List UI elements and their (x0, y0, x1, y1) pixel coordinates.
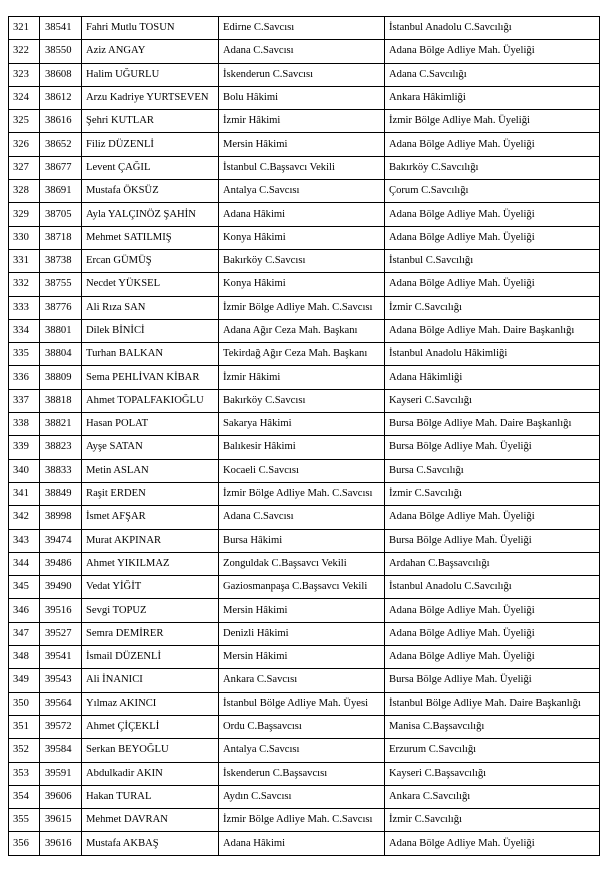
row-number-cell: 346 (9, 599, 40, 622)
table-row (9, 273, 600, 296)
person-name-cell: Ercan GÜMÜŞ (82, 249, 219, 272)
row-number-cell: 345 (9, 576, 40, 599)
table-row (9, 482, 600, 505)
new-appointment-cell: Adana C.Savcılığı (385, 63, 600, 86)
registry-number-cell: 39572 (40, 715, 82, 738)
registry-number-cell: 39564 (40, 692, 82, 715)
table-row (9, 86, 600, 109)
person-name-cell: Sema PEHLİVAN KİBAR (82, 366, 219, 389)
row-number-cell: 337 (9, 389, 40, 412)
person-name-cell: Serkan BEYOĞLU (82, 739, 219, 762)
current-position-cell: İstanbul C.Başsavcı Vekili (219, 156, 385, 179)
table-row (9, 552, 600, 575)
person-name-cell: Şehri KUTLAR (82, 110, 219, 133)
new-appointment-cell: Bakırköy C.Savcılığı (385, 156, 600, 179)
registry-number-cell: 39490 (40, 576, 82, 599)
current-position-cell: Sakarya Hâkimi (219, 413, 385, 436)
table-row (9, 622, 600, 645)
row-number-cell: 349 (9, 669, 40, 692)
row-number-cell: 338 (9, 413, 40, 436)
row-number-cell: 344 (9, 552, 40, 575)
new-appointment-cell: Adana Bölge Adliye Mah. Üyeliği (385, 203, 600, 226)
new-appointment-cell: Ardahan C.Başsavcılığı (385, 552, 600, 575)
table-row (9, 226, 600, 249)
current-position-cell: İzmir Hâkimi (219, 110, 385, 133)
person-name-cell: Mustafa ÖKSÜZ (82, 180, 219, 203)
current-position-cell: Adana Ağır Ceza Mah. Başkanı (219, 319, 385, 342)
table-row (9, 669, 600, 692)
person-name-cell: Turhan BALKAN (82, 343, 219, 366)
new-appointment-cell: Erzurum C.Savcılığı (385, 739, 600, 762)
row-number-cell: 354 (9, 785, 40, 808)
registry-number-cell: 38738 (40, 249, 82, 272)
current-position-cell: Tekirdağ Ağır Ceza Mah. Başkanı (219, 343, 385, 366)
registry-number-cell: 39616 (40, 832, 82, 855)
table-row (9, 319, 600, 342)
current-position-cell: Antalya C.Savcısı (219, 180, 385, 203)
registry-number-cell: 38608 (40, 63, 82, 86)
table-row (9, 389, 600, 412)
table-row (9, 296, 600, 319)
row-number-cell: 326 (9, 133, 40, 156)
registry-number-cell: 38776 (40, 296, 82, 319)
current-position-cell: Ordu C.Başsavcısı (219, 715, 385, 738)
person-name-cell: Ali Rıza SAN (82, 296, 219, 319)
current-position-cell: Mersin Hâkimi (219, 599, 385, 622)
new-appointment-cell: Adana Bölge Adliye Mah. Üyeliği (385, 40, 600, 63)
appointment-table-body (9, 17, 600, 856)
current-position-cell: Bursa Hâkimi (219, 529, 385, 552)
row-number-cell: 352 (9, 739, 40, 762)
new-appointment-cell: İzmir C.Savcılığı (385, 296, 600, 319)
row-number-cell: 332 (9, 273, 40, 296)
table-row (9, 762, 600, 785)
registry-number-cell: 38823 (40, 436, 82, 459)
new-appointment-cell: İstanbul C.Savcılığı (385, 249, 600, 272)
registry-number-cell: 39541 (40, 646, 82, 669)
new-appointment-cell: Bursa Bölge Adliye Mah. Üyeliği (385, 529, 600, 552)
registry-number-cell: 39527 (40, 622, 82, 645)
person-name-cell: Mehmet DAVRAN (82, 809, 219, 832)
table-row (9, 809, 600, 832)
registry-number-cell: 38705 (40, 203, 82, 226)
row-number-cell: 343 (9, 529, 40, 552)
registry-number-cell: 39584 (40, 739, 82, 762)
row-number-cell: 347 (9, 622, 40, 645)
person-name-cell: İsmail DÜZENLİ (82, 646, 219, 669)
new-appointment-cell: İzmir C.Savcılığı (385, 809, 600, 832)
row-number-cell: 353 (9, 762, 40, 785)
registry-number-cell: 38541 (40, 17, 82, 40)
registry-number-cell: 38821 (40, 413, 82, 436)
new-appointment-cell: Çorum C.Savcılığı (385, 180, 600, 203)
table-row (9, 110, 600, 133)
table-row (9, 203, 600, 226)
registry-number-cell: 38801 (40, 319, 82, 342)
current-position-cell: İskenderun C.Savcısı (219, 63, 385, 86)
person-name-cell: Filiz DÜZENLİ (82, 133, 219, 156)
new-appointment-cell: Manisa C.Başsavcılığı (385, 715, 600, 738)
registry-number-cell: 38652 (40, 133, 82, 156)
new-appointment-cell: Adana Bölge Adliye Mah. Daire Başkanlığı (385, 319, 600, 342)
table-row (9, 739, 600, 762)
registry-number-cell: 38849 (40, 482, 82, 505)
person-name-cell: Levent ÇAĞIL (82, 156, 219, 179)
table-row (9, 343, 600, 366)
registry-number-cell: 38616 (40, 110, 82, 133)
row-number-cell: 329 (9, 203, 40, 226)
new-appointment-cell: Kayseri C.Savcılığı (385, 389, 600, 412)
person-name-cell: Dilek BİNİCİ (82, 319, 219, 342)
person-name-cell: Vedat YİĞİT (82, 576, 219, 599)
table-row (9, 156, 600, 179)
current-position-cell: İzmir Bölge Adliye Mah. C.Savcısı (219, 809, 385, 832)
new-appointment-cell: Adana Bölge Adliye Mah. Üyeliği (385, 226, 600, 249)
new-appointment-cell: İzmir Bölge Adliye Mah. Üyeliği (385, 110, 600, 133)
registry-number-cell: 39615 (40, 809, 82, 832)
person-name-cell: Ahmet TOPALFAKIOĞLU (82, 389, 219, 412)
current-position-cell: Aydın C.Savcısı (219, 785, 385, 808)
current-position-cell: Adana C.Savcısı (219, 506, 385, 529)
new-appointment-cell: Adana Bölge Adliye Mah. Üyeliği (385, 646, 600, 669)
current-position-cell: Antalya C.Savcısı (219, 739, 385, 762)
registry-number-cell: 39486 (40, 552, 82, 575)
current-position-cell: Adana C.Savcısı (219, 40, 385, 63)
new-appointment-cell: Kayseri C.Başsavcılığı (385, 762, 600, 785)
person-name-cell: Ahmet ÇİÇEKLİ (82, 715, 219, 738)
row-number-cell: 323 (9, 63, 40, 86)
registry-number-cell: 38833 (40, 459, 82, 482)
person-name-cell: Necdet YÜKSEL (82, 273, 219, 296)
table-row (9, 599, 600, 622)
row-number-cell: 327 (9, 156, 40, 179)
new-appointment-cell: Bursa Bölge Adliye Mah. Üyeliği (385, 669, 600, 692)
table-row (9, 17, 600, 40)
person-name-cell: İsmet AFŞAR (82, 506, 219, 529)
person-name-cell: Semra DEMİRER (82, 622, 219, 645)
current-position-cell: Gaziosmanpaşa C.Başsavcı Vekili (219, 576, 385, 599)
row-number-cell: 348 (9, 646, 40, 669)
table-row (9, 413, 600, 436)
row-number-cell: 342 (9, 506, 40, 529)
row-number-cell: 335 (9, 343, 40, 366)
new-appointment-cell: İstanbul Anadolu C.Savcılığı (385, 17, 600, 40)
current-position-cell: Zonguldak C.Başsavcı Vekili (219, 552, 385, 575)
registry-number-cell: 39606 (40, 785, 82, 808)
current-position-cell: Ankara C.Savcısı (219, 669, 385, 692)
person-name-cell: Yılmaz AKINCI (82, 692, 219, 715)
person-name-cell: Metin ASLAN (82, 459, 219, 482)
registry-number-cell: 39474 (40, 529, 82, 552)
row-number-cell: 321 (9, 17, 40, 40)
current-position-cell: İskenderun C.Başsavcısı (219, 762, 385, 785)
new-appointment-cell: Bursa C.Savcılığı (385, 459, 600, 482)
row-number-cell: 322 (9, 40, 40, 63)
registry-number-cell: 39543 (40, 669, 82, 692)
table-row (9, 576, 600, 599)
current-position-cell: Bakırköy C.Savcısı (219, 249, 385, 272)
new-appointment-cell: Bursa Bölge Adliye Mah. Üyeliği (385, 436, 600, 459)
new-appointment-cell: İstanbul Bölge Adliye Mah. Daire Başkanlığı (385, 692, 600, 715)
person-name-cell: Sevgi TOPUZ (82, 599, 219, 622)
current-position-cell: Balıkesir Hâkimi (219, 436, 385, 459)
row-number-cell: 328 (9, 180, 40, 203)
person-name-cell: Ahmet YIKILMAZ (82, 552, 219, 575)
table-row (9, 180, 600, 203)
table-row (9, 832, 600, 855)
table-row (9, 459, 600, 482)
person-name-cell: Ayla YALÇINÖZ ŞAHİN (82, 203, 219, 226)
new-appointment-cell: İstanbul Anadolu C.Savcılığı (385, 576, 600, 599)
appointment-table (8, 16, 600, 856)
row-number-cell: 356 (9, 832, 40, 855)
person-name-cell: Aziz ANGAY (82, 40, 219, 63)
person-name-cell: Murat AKPINAR (82, 529, 219, 552)
new-appointment-cell: Adana Bölge Adliye Mah. Üyeliği (385, 506, 600, 529)
row-number-cell: 340 (9, 459, 40, 482)
new-appointment-cell: Adana Bölge Adliye Mah. Üyeliği (385, 832, 600, 855)
row-number-cell: 333 (9, 296, 40, 319)
table-row (9, 436, 600, 459)
current-position-cell: Bakırköy C.Savcısı (219, 389, 385, 412)
registry-number-cell: 38612 (40, 86, 82, 109)
current-position-cell: İzmir Bölge Adliye Mah. C.Savcısı (219, 296, 385, 319)
person-name-cell: Abdulkadir AKIN (82, 762, 219, 785)
new-appointment-cell: Bursa Bölge Adliye Mah. Daire Başkanlığı (385, 413, 600, 436)
current-position-cell: Kocaeli C.Savcısı (219, 459, 385, 482)
current-position-cell: İzmir Bölge Adliye Mah. C.Savcısı (219, 482, 385, 505)
person-name-cell: Ayşe SATAN (82, 436, 219, 459)
table-row (9, 646, 600, 669)
table-row (9, 715, 600, 738)
table-row (9, 63, 600, 86)
registry-number-cell: 38804 (40, 343, 82, 366)
person-name-cell: Hakan TURAL (82, 785, 219, 808)
current-position-cell: Mersin Hâkimi (219, 133, 385, 156)
new-appointment-cell: Adana Bölge Adliye Mah. Üyeliği (385, 622, 600, 645)
person-name-cell: Raşit ERDEN (82, 482, 219, 505)
current-position-cell: Adana Hâkimi (219, 832, 385, 855)
registry-number-cell: 38818 (40, 389, 82, 412)
row-number-cell: 330 (9, 226, 40, 249)
registry-number-cell: 38755 (40, 273, 82, 296)
table-row (9, 133, 600, 156)
current-position-cell: Konya Hâkimi (219, 273, 385, 296)
person-name-cell: Mehmet SATILMIŞ (82, 226, 219, 249)
registry-number-cell: 38998 (40, 506, 82, 529)
row-number-cell: 336 (9, 366, 40, 389)
registry-number-cell: 38809 (40, 366, 82, 389)
current-position-cell: Konya Hâkimi (219, 226, 385, 249)
decree-list-page (8, 16, 600, 856)
table-row (9, 249, 600, 272)
new-appointment-cell: Adana Bölge Adliye Mah. Üyeliği (385, 133, 600, 156)
person-name-cell: Fahri Mutlu TOSUN (82, 17, 219, 40)
row-number-cell: 324 (9, 86, 40, 109)
current-position-cell: Mersin Hâkimi (219, 646, 385, 669)
new-appointment-cell: Ankara Hâkimliği (385, 86, 600, 109)
current-position-cell: İzmir Hâkimi (219, 366, 385, 389)
registry-number-cell: 38677 (40, 156, 82, 179)
registry-number-cell: 38718 (40, 226, 82, 249)
table-row (9, 785, 600, 808)
current-position-cell: Denizli Hâkimi (219, 622, 385, 645)
person-name-cell: Ali İNANICI (82, 669, 219, 692)
registry-number-cell: 38550 (40, 40, 82, 63)
registry-number-cell: 38691 (40, 180, 82, 203)
table-row (9, 40, 600, 63)
new-appointment-cell: İstanbul Anadolu Hâkimliği (385, 343, 600, 366)
person-name-cell: Hasan POLAT (82, 413, 219, 436)
registry-number-cell: 39591 (40, 762, 82, 785)
table-row (9, 506, 600, 529)
current-position-cell: Edirne C.Savcısı (219, 17, 385, 40)
row-number-cell: 325 (9, 110, 40, 133)
row-number-cell: 339 (9, 436, 40, 459)
person-name-cell: Arzu Kadriye YURTSEVEN (82, 86, 219, 109)
row-number-cell: 355 (9, 809, 40, 832)
new-appointment-cell: Adana Bölge Adliye Mah. Üyeliği (385, 273, 600, 296)
person-name-cell: Mustafa AKBAŞ (82, 832, 219, 855)
new-appointment-cell: İzmir C.Savcılığı (385, 482, 600, 505)
row-number-cell: 341 (9, 482, 40, 505)
new-appointment-cell: Ankara C.Savcılığı (385, 785, 600, 808)
table-row (9, 529, 600, 552)
table-row (9, 692, 600, 715)
row-number-cell: 350 (9, 692, 40, 715)
row-number-cell: 351 (9, 715, 40, 738)
table-row (9, 366, 600, 389)
person-name-cell: Halim UĞURLU (82, 63, 219, 86)
new-appointment-cell: Adana Bölge Adliye Mah. Üyeliği (385, 599, 600, 622)
new-appointment-cell: Adana Hâkimliği (385, 366, 600, 389)
current-position-cell: İstanbul Bölge Adliye Mah. Üyesi (219, 692, 385, 715)
row-number-cell: 331 (9, 249, 40, 272)
row-number-cell: 334 (9, 319, 40, 342)
current-position-cell: Bolu Hâkimi (219, 86, 385, 109)
registry-number-cell: 39516 (40, 599, 82, 622)
current-position-cell: Adana Hâkimi (219, 203, 385, 226)
